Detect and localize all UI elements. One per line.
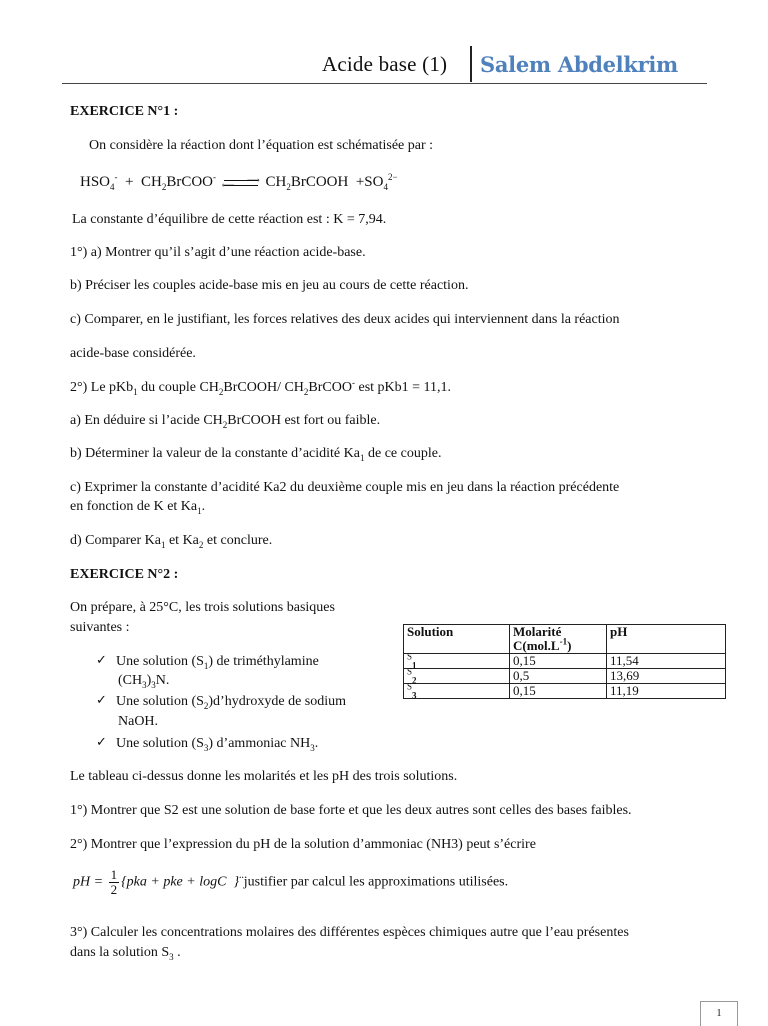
exercise-2-question-1: 1°) Montrer que S2 est une solution de base forte et que les deux autres sont celles des bases faibles. — [70, 803, 632, 818]
exercise-2-question-3-line2: dans la solution $S_3$ . — [70, 945, 181, 962]
table-cell-molarity: 0,15 — [510, 654, 607, 669]
table-header-cell: pH — [607, 625, 726, 654]
ph-formula: pH = $\frac{1}{2}$ {pka + pke + logC }¨justifier par calcul les approximations utilisées. — [73, 867, 509, 897]
question-1a: 1°) a) Montrer qu’il s’agit d’une réaction acide-base. — [70, 245, 366, 260]
exercise-2-intro-line2: suivantes : — [70, 620, 130, 635]
header-author: Salem Abdelkrim — [480, 52, 678, 77]
question-2: 2°) Le pKb$_1$ du couple $CH_2BrCOOH/$ $CH_2BrCOO^-$ est pKb1 = 11,1. — [70, 377, 452, 397]
solution-list-item-1-line2: $(CH_3)_3N$. — [118, 673, 170, 690]
header-title: Acide base (1) — [322, 52, 448, 76]
table-cell-molarity: 0,15 — [510, 684, 607, 699]
table-cell-solution: $^S_3$ — [404, 684, 510, 699]
table-cell-ph: 13,69 — [607, 669, 726, 684]
table-header-cell: Solution — [404, 625, 510, 654]
table-header-row — [404, 625, 726, 654]
checkmark-icon: ✓ — [96, 692, 107, 707]
question-2c-line1: c) Exprimer la constante d’acidité Ka2 du deuxième couple mis en jeu dans la réaction précédente — [70, 480, 620, 495]
question-1b: b) Préciser les couples acide-base mis en jeu au cours de cette réaction. — [70, 278, 469, 293]
solution-list-item-3: Une solution $(S_3)$ d’ammoniac $NH_3$. — [116, 736, 319, 753]
table-cell-solution: $^S_2$ — [404, 669, 510, 684]
exercise-2-question-2: 2°) Montrer que l’expression du pH de la solution d’ammoniac (NH3) peut s’écrire — [70, 837, 536, 852]
table-cell-molarity: 0,5 — [510, 669, 607, 684]
solution-list-item-1-line1: Une solution $(S_1)$ de triméthylamine — [116, 654, 319, 671]
solution-list-item-2-line1: Une solution $(S_2)d’hydroxyde$ de sodium — [116, 694, 347, 711]
table-cell-ph: 11,19 — [607, 684, 726, 699]
question-2d: d) Comparer $Ka_1$ et $Ka_2$ et conclure. — [70, 533, 273, 550]
fraction-one-half: $\frac{1}{2}$ — [110, 867, 118, 897]
table-row — [404, 669, 726, 684]
table-cell-solution: $^S_1$ — [404, 654, 510, 669]
question-1c-line1: c) Comparer, en le justifiant, les forces relatives des deux acides qui interviennent dans la réaction — [70, 312, 620, 327]
table-row — [404, 684, 726, 699]
question-2b: b) Déterminer la valeur de la constante d’acidité $Ka_1$ de ce couple. — [70, 446, 442, 463]
solution-list-item-2-line2: NaOH. — [118, 714, 159, 729]
header-rule — [62, 83, 707, 84]
exercise-2-title: EXERCICE N°2 : — [70, 567, 179, 582]
equilibrium-constant-line: La constante d’équilibre de cette réaction est : K = 7,94. — [72, 212, 387, 227]
equilibrium-arrows-icon: ⟶ ⟵ — [221, 174, 260, 190]
checkmark-icon: ✓ — [96, 734, 107, 749]
table-description: Le tableau ci-dessus donne les molarités et les pH des trois solutions. — [70, 769, 458, 784]
exercise-2-intro-line1: On prépare, à 25°C, les trois solutions basiques — [70, 600, 335, 615]
page-number: 1 — [700, 1001, 738, 1026]
checkmark-icon: ✓ — [96, 652, 107, 667]
question-2c-line2: en fonction de K et $Ka_1$. — [70, 499, 206, 516]
header-separator — [470, 46, 472, 82]
question-2a: a) En déduire si l’acide $CH_2BrCOOH$ est fort ou faible. — [70, 413, 381, 430]
question-1c-line2: acide-base considérée. — [70, 346, 196, 361]
table-row — [404, 654, 726, 669]
solutions-table — [403, 624, 726, 699]
table-cell-ph: 11,54 — [607, 654, 726, 669]
table-header-cell: Molarité $C(mol.L^{-1})$ — [510, 625, 607, 654]
exercise-1-title: EXERCICE N°1 : — [70, 104, 179, 119]
reaction-equation: $HSO_4^-$ + $CH_2BrCOO^-$ ⟶ ⟵ $CH_2BrCOOH +SO_4^{2-}$ — [80, 172, 398, 192]
exercise-1-intro: On considère la réaction dont l’équation est schématisée par : — [89, 138, 434, 153]
exercise-2-question-3-line1: 3°) Calculer les concentrations molaires des différentes espèces chimiques autre que l’eau présentes — [70, 925, 629, 940]
